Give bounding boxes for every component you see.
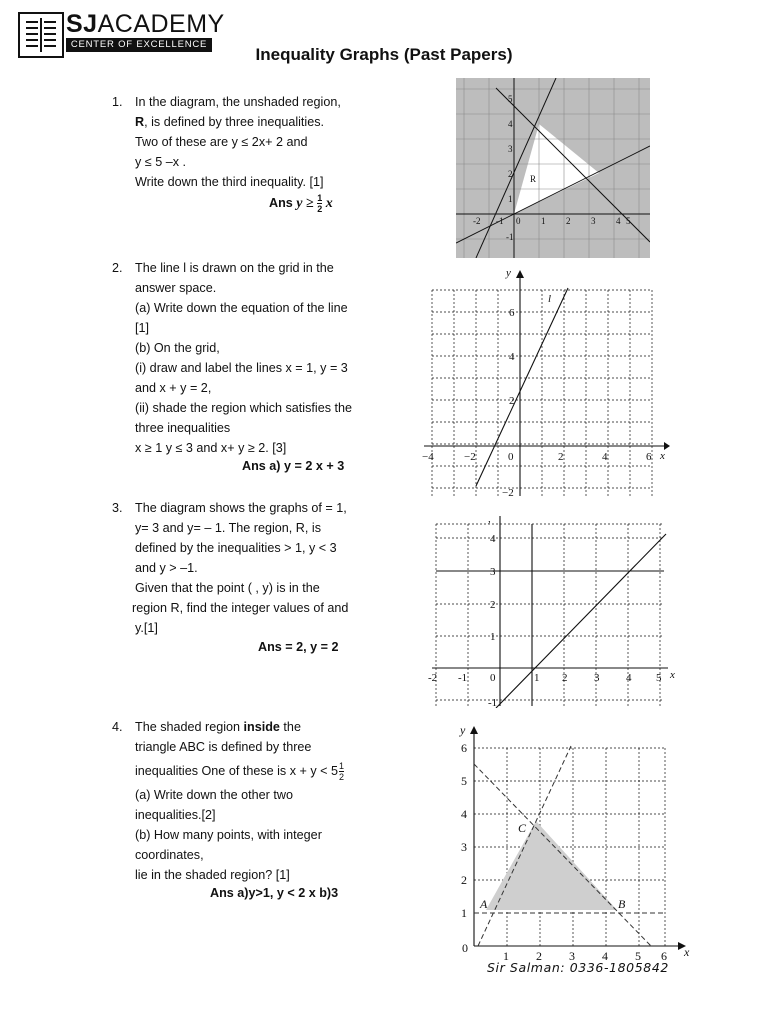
svg-text:C: C <box>518 821 527 835</box>
svg-text:0: 0 <box>508 451 514 463</box>
question-line: (i) draw and label the lines x = 1, y = 3 <box>135 361 348 375</box>
page-title: Inequality Graphs (Past Papers) <box>255 45 513 64</box>
svg-text:−4: −4 <box>422 451 434 463</box>
svg-text:1: 1 <box>541 216 546 226</box>
svg-text:R: R <box>530 174 537 184</box>
svg-text:2: 2 <box>566 216 571 226</box>
svg-text:1: 1 <box>490 631 496 643</box>
logo-tagline: CENTER OF EXCELLENCE <box>66 38 212 52</box>
svg-text:-1: -1 <box>496 216 504 226</box>
graph-3 <box>428 514 680 708</box>
svg-text:5: 5 <box>635 949 641 962</box>
svg-text:1: 1 <box>534 672 540 684</box>
svg-text:3: 3 <box>461 840 467 854</box>
question-line: R, is defined by three inequalities. <box>135 115 325 129</box>
svg-text:0: 0 <box>516 216 521 226</box>
question-line: y.[1] <box>135 621 158 635</box>
svg-text:x: x <box>684 945 690 959</box>
question-line: y= 3 and y= – 1. The region, R, is <box>135 521 321 535</box>
svg-text:3: 3 <box>508 144 513 154</box>
question-line: coordinates, <box>135 848 204 862</box>
svg-text:5: 5 <box>656 672 662 684</box>
question-number: 4. <box>112 720 123 734</box>
question-line: inequalities One of these is x + y < 5 $\frac{1}{2}$ <box>135 761 345 783</box>
graph-2 <box>420 266 672 500</box>
question-line: (a) Write down the equation of the line <box>135 301 348 315</box>
question-line: The shaded region inside the <box>135 720 301 734</box>
svg-text:4: 4 <box>490 533 496 545</box>
svg-text:-1: -1 <box>488 697 498 708</box>
svg-text:6: 6 <box>661 949 667 962</box>
answer-3: Ans = 2, y = 2 <box>258 640 339 654</box>
question-line: (ii) shade the region which satisfies the <box>135 401 353 415</box>
svg-text:4: 4 <box>508 119 513 129</box>
svg-text:5: 5 <box>626 216 631 226</box>
svg-text:-1: -1 <box>506 232 514 242</box>
svg-text:,: , <box>488 514 491 525</box>
svg-text:4: 4 <box>602 949 608 962</box>
answer-2: Ans a) y = 2 x + 3 <box>242 459 345 473</box>
svg-text:2: 2 <box>536 949 542 962</box>
svg-text:x: x <box>660 450 665 462</box>
svg-text:4: 4 <box>616 216 621 226</box>
question-line: triangle ABC is defined by three <box>135 740 312 754</box>
question-line: y ≤ 5 –x . <box>135 155 187 169</box>
question-number: 2. <box>112 261 123 275</box>
svg-text:2: 2 <box>508 169 513 179</box>
svg-text:2: 2 <box>558 451 564 463</box>
svg-text:-2: -2 <box>428 672 438 684</box>
svg-text:5: 5 <box>508 94 513 104</box>
svg-text:2: 2 <box>461 873 467 887</box>
question-line: (b) On the grid, <box>135 341 220 355</box>
question-line: [1] <box>135 321 150 335</box>
question-line: The line l is drawn on the grid in the <box>135 261 334 275</box>
svg-text:y: y <box>460 723 466 737</box>
logo-name: SJACADEMY <box>66 10 225 38</box>
question-number: 1. <box>112 95 123 109</box>
graph-4 <box>448 722 698 962</box>
svg-text:4: 4 <box>461 807 467 821</box>
question-line: The diagram shows the graphs of = 1, <box>135 501 347 515</box>
svg-text:3: 3 <box>594 672 600 684</box>
question-line: and x + y = 2, <box>135 381 212 395</box>
svg-text:4: 4 <box>509 351 515 363</box>
question-line: Write down the third inequality. [1] <box>135 175 324 189</box>
svg-text:y: y <box>506 267 511 279</box>
svg-text:6: 6 <box>509 307 515 319</box>
answer-1: Ans y ≥ $\frac{1}{2}$ x <box>269 193 333 214</box>
question-line: Given that the point ( , y) is in the <box>135 581 320 595</box>
svg-text:2: 2 <box>562 672 568 684</box>
svg-text:4: 4 <box>626 672 632 684</box>
svg-text:x: x <box>670 669 675 681</box>
question-line: defined by the inequalities > 1, y < 3 <box>135 541 337 555</box>
svg-text:2: 2 <box>509 395 515 407</box>
svg-text:5: 5 <box>461 774 467 788</box>
svg-text:6: 6 <box>646 451 652 463</box>
svg-text:A: A <box>480 897 488 911</box>
question-line: and y > –1. <box>135 561 198 575</box>
question-line: (b) How many points, with integer <box>135 828 322 842</box>
svg-text:3: 3 <box>569 949 575 962</box>
question-line: region R, find the integer values of and <box>132 601 349 615</box>
question-line: answer space. <box>135 281 217 295</box>
question-line: lie in the shaded region? [1] <box>135 868 290 882</box>
question-line: three inequalities <box>135 421 231 435</box>
svg-text:2: 2 <box>490 599 496 611</box>
svg-text:-1: -1 <box>458 672 468 684</box>
shaded-triangle <box>486 821 617 910</box>
svg-text:3: 3 <box>490 566 496 578</box>
footer-contact: Sir Salman: 0336-1805842 <box>487 960 669 975</box>
question-number: 3. <box>112 501 123 515</box>
svg-text:1: 1 <box>508 194 513 204</box>
svg-text:6: 6 <box>461 741 467 755</box>
svg-text:3: 3 <box>591 216 596 226</box>
svg-text:0: 0 <box>462 941 468 955</box>
svg-text:-2: -2 <box>473 216 481 226</box>
svg-text:B: B <box>618 897 626 911</box>
svg-text:−2: −2 <box>502 487 514 499</box>
graph-1 <box>456 78 650 258</box>
svg-text:0: 0 <box>490 672 496 684</box>
question-line: Two of these are y ≤ 2x+ 2 and <box>135 135 308 149</box>
svg-text:4: 4 <box>602 451 608 463</box>
svg-text:1: 1 <box>461 906 467 920</box>
question-line: In the diagram, the unshaded region, <box>135 95 341 109</box>
svg-text:1: 1 <box>503 949 509 962</box>
question-line: x ≥ 1 y ≤ 3 and x+ y ≥ 2. [3] <box>135 441 287 455</box>
answer-4: Ans a)y>1, y < 2 x b)3 <box>210 886 339 900</box>
question-line: inequalities.[2] <box>135 808 216 822</box>
svg-text:l: l <box>548 293 552 305</box>
svg-text:−2: −2 <box>464 451 476 463</box>
question-line: (a) Write down the other two <box>135 788 293 802</box>
